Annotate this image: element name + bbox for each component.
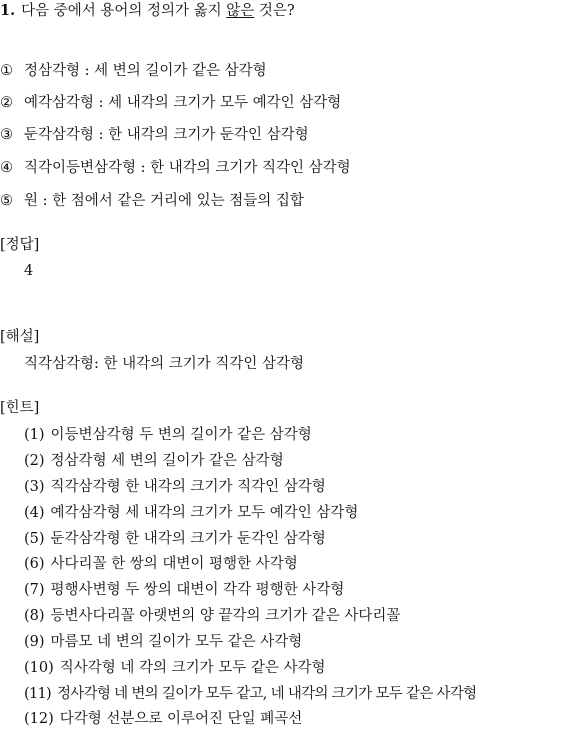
hint-text: 평행사변형 두 쌍의 대변이 각각 평행한 사각형 [50,582,345,598]
hint-item [24,506,358,521]
option-text: 원 : 한 점에서 같은 거리에 있는 점들의 집합 [24,193,304,209]
hint-text: 둔각삼각형 한 내각의 크기가 둔각인 삼각형 [50,531,326,547]
hint-text: 이등변삼각형 두 변의 길이가 같은 삼각형 [50,427,312,443]
hint-item [24,428,312,443]
hint-number: (2) [24,453,45,469]
hint-item [24,609,400,624]
option-4 [0,161,351,176]
question-number: 1. [0,2,16,19]
option-mark: ⑤ [0,193,13,209]
hint-item [24,557,298,572]
hint-number: (10) [24,660,54,676]
hint-item [24,480,326,495]
hint-item [24,583,344,598]
hint-item [24,661,326,676]
hint-number: (8) [24,608,45,624]
option-1 [0,64,267,79]
option-3 [0,128,309,143]
hint-number: (7) [24,582,45,598]
option-2 [0,96,341,111]
hint-number: (4) [24,505,45,521]
question-line [0,4,295,19]
hint-text: 직사각형 네 각의 크기가 모두 같은 사각형 [59,660,326,676]
hint-text: 마름모 네 변의 길이가 모두 같은 사각형 [50,634,303,650]
hint-text: 다각형 선분으로 이루어진 단일 폐곡선 [59,711,303,727]
hint-number: (9) [24,634,45,650]
option-5 [0,194,304,209]
hint-number: (5) [24,531,45,547]
hint-text: 등변사다리꼴 아랫변의 양 끝각의 크기가 같은 사다리꼴 [50,608,401,624]
option-mark: ④ [0,160,13,176]
hint-number: (1) [24,427,45,443]
hint-text: 정삼각형 세 변의 길이가 같은 삼각형 [50,453,284,469]
option-text: 직각이등변삼각형 : 한 내각의 크기가 직각인 삼각형 [24,160,351,176]
explanation-heading: [해설] [0,329,40,345]
option-mark: ① [0,63,13,79]
hint-number: (12) [24,711,54,727]
hint-number: (11) [24,686,51,702]
option-mark: ② [0,95,13,111]
hint-text: 예각삼각형 세 내각의 크기가 모두 예각인 삼각형 [50,505,359,521]
explanation-text: 직각삼각형: 한 내각의 크기가 직각인 삼각형 [24,356,305,372]
hint-number: (3) [24,479,45,495]
hint-item [24,635,302,650]
hint-item [24,687,476,702]
hint-number: (6) [24,556,45,572]
question-text-before: 다음 중에서 용어의 정의가 옳지 [21,3,227,19]
hint-text: 직각삼각형 한 내각의 크기가 직각인 삼각형 [50,479,326,495]
hint-item [24,532,326,547]
question-text-after: 것은? [254,3,295,19]
hint-item [24,712,302,727]
hint-text: 정사각형 네 변의 길이가 모두 같고, 네 내각의 크기가 모두 같은 사각형 [56,686,477,702]
option-text: 예각삼각형 : 세 내각의 크기가 모두 예각인 삼각형 [24,95,342,111]
option-text: 둔각삼각형 : 한 내각의 크기가 둔각인 삼각형 [24,127,309,143]
hint-item [24,454,284,469]
option-mark: ③ [0,127,13,143]
answer-value: 4 [24,263,34,279]
question-underlined-word: 않은 [226,3,255,19]
hints-heading: [힌트] [0,400,40,416]
hint-text: 사다리꼴 한 쌍의 대변이 평행한 사각형 [50,556,298,572]
answer-heading: [정답] [0,237,40,253]
option-text: 정삼각형 : 세 변의 길이가 같은 삼각형 [24,63,267,79]
